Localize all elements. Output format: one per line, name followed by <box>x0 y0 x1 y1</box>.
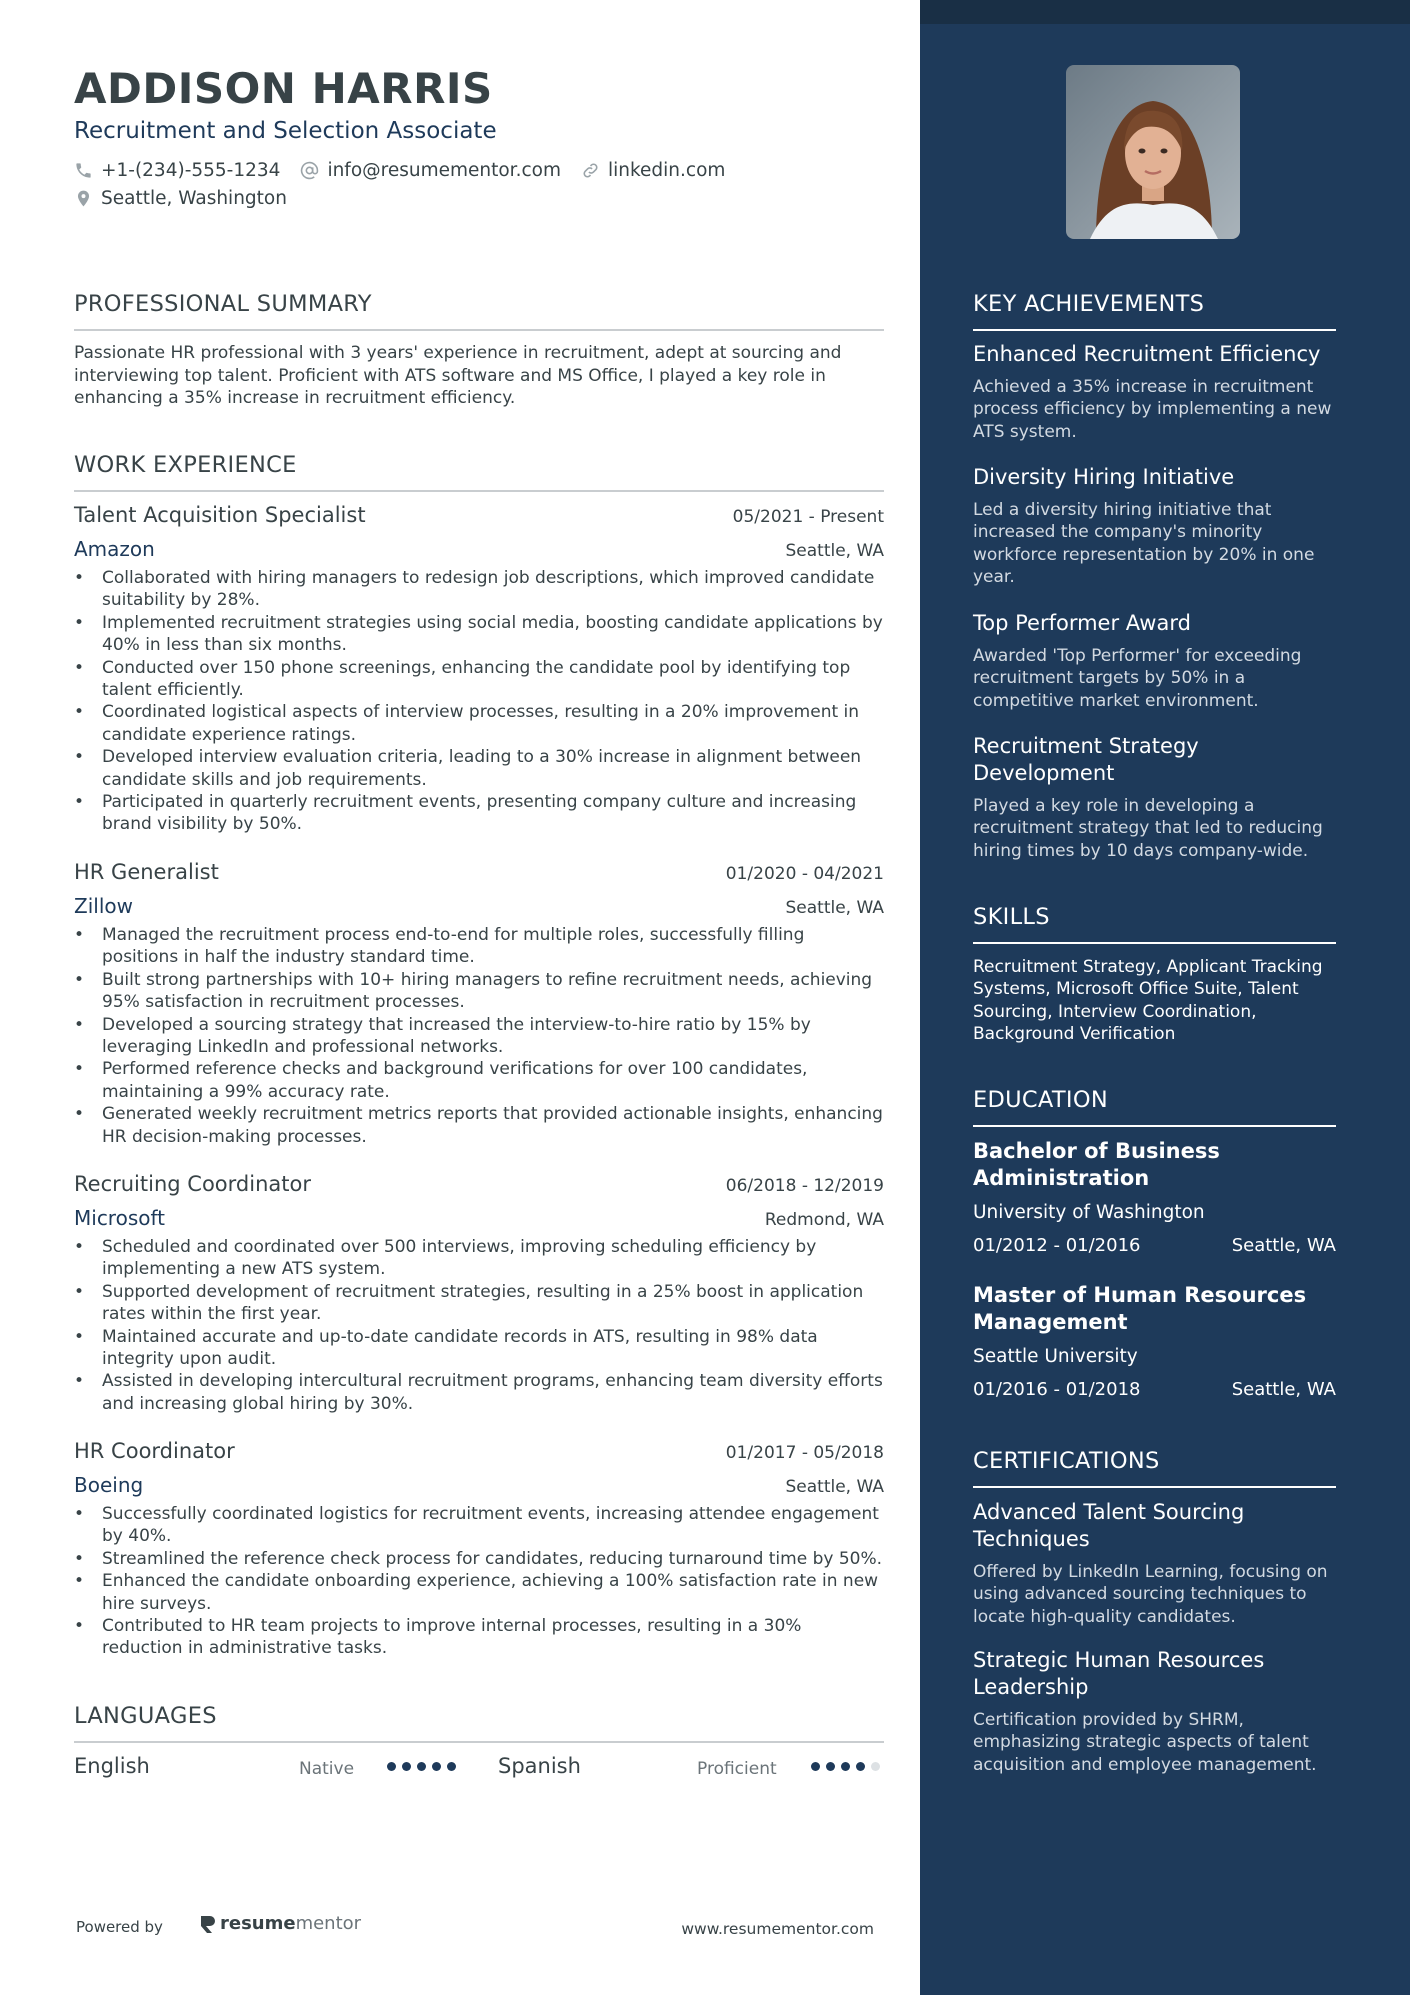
contact-phone <box>74 160 280 181</box>
education-school: Seattle University <box>973 1346 1138 1367</box>
job-role: Recruiting Coordinator <box>74 1172 311 1196</box>
job-bullet: • Streamlined the reference check process for candidates, reducing turnaround time by 50%. <box>74 1548 884 1570</box>
contact-row-location <box>74 188 307 209</box>
languages-heading: LANGUAGES <box>74 1703 884 1743</box>
phone-text: +1-(234)-555-1234 <box>101 160 281 181</box>
achievement-item <box>973 341 1336 443</box>
email-text[interactable]: info@resumementor.com <box>327 160 561 181</box>
language-level: Native <box>299 1759 355 1779</box>
job-bullets <box>74 924 884 1148</box>
rating-dot <box>402 1762 411 1771</box>
job-bullet: • Assisted in developing intercultural recruitment programs, enhancing team diversity efforts and increasing global hiring by 30%. <box>74 1370 884 1415</box>
job-location: Seattle, WA <box>785 1477 884 1497</box>
education-location: Seattle, WA <box>1231 1235 1336 1256</box>
job-dates: 01/2020 - 04/2021 <box>725 864 884 884</box>
contact-row <box>74 160 745 181</box>
education-item <box>973 1138 1336 1256</box>
achievement-title: Top Performer Award <box>973 611 1191 635</box>
sidebar <box>920 0 1410 1995</box>
languages-row <box>74 1754 884 1784</box>
rating-dot <box>432 1762 441 1771</box>
summary-heading: PROFESSIONAL SUMMARY <box>74 291 884 331</box>
job-dates: 01/2017 - 05/2018 <box>725 1443 884 1463</box>
candidate-name: ADDISON HARRIS <box>74 64 493 113</box>
achievement-text: Achieved a 35% increase in recruitment process efficiency by implementing a new ATS system. <box>973 377 1332 442</box>
job-bullet: • Developed a sourcing strategy that increased the interview-to-hire ratio by 15% by leveraging LinkedIn and professional networks. <box>74 1014 884 1059</box>
achievement-item <box>973 733 1336 862</box>
job-bullet: • Generated weekly recruitment metrics reports that provided actionable insights, enhancing HR decision-making processes. <box>74 1103 884 1148</box>
linkedin-text[interactable]: linkedin.com <box>607 160 726 181</box>
achievement-text: Led a diversity hiring initiative that increased the company's minority workforce representation by 20% in one year. <box>973 500 1315 588</box>
job-company: Microsoft <box>74 1206 166 1230</box>
certification-title: Advanced Talent Sourcing Techniques <box>973 1500 1245 1551</box>
resumementor-logo-icon <box>198 1914 216 1934</box>
job-entry <box>74 1172 884 1415</box>
skills-text: Recruitment Strategy, Applicant Tracking Systems, Microsoft Office Suite, Talent Sourcing, Interview Coordination, Background Verification <box>973 957 1323 1045</box>
job-company: Boeing <box>74 1473 144 1497</box>
sidebar-top-band <box>920 0 1410 24</box>
achievement-title: Recruitment Strategy Development <box>973 734 1199 785</box>
education-heading: EDUCATION <box>973 1087 1336 1127</box>
achievement-item <box>973 464 1336 589</box>
job-bullet: • Supported development of recruitment strategies, resulting in a 25% boost in application rates within the first year. <box>74 1281 884 1326</box>
language-rating <box>387 1762 462 1771</box>
portrait-image <box>1066 65 1240 239</box>
achievements-heading: KEY ACHIEVEMENTS <box>973 291 1336 331</box>
job-entry <box>74 503 884 836</box>
powered-by-text: Powered by <box>76 1918 163 1936</box>
job-role: HR Coordinator <box>74 1439 235 1463</box>
achievement-title: Diversity Hiring Initiative <box>973 465 1235 489</box>
job-bullet: • Implemented recruitment strategies using social media, boosting candidate applications by 40% in less than six months. <box>74 612 884 657</box>
brand-logo[interactable] <box>198 1913 361 1934</box>
job-bullet: • Contributed to HR team projects to improve internal processes, resulting in a 30% reduction in administrative tasks. <box>74 1615 884 1660</box>
job-bullet: • Performed reference checks and background verifications for over 100 candidates, maintaining a 99% accuracy rate. <box>74 1058 884 1103</box>
education-location: Seattle, WA <box>1231 1379 1336 1400</box>
certification-text: Certification provided by SHRM, emphasizing strategic aspects of talent acquisition and employee management. <box>973 1710 1317 1775</box>
profile-photo <box>1066 65 1240 239</box>
job-dates: 06/2018 - 12/2019 <box>725 1176 884 1196</box>
experience-heading: WORK EXPERIENCE <box>74 452 884 492</box>
job-bullet: • Scheduled and coordinated over 500 interviews, improving scheduling efficiency by implementing a new ATS system. <box>74 1236 884 1281</box>
education-degree: Bachelor of Business Administration <box>973 1139 1220 1190</box>
job-bullet: • Coordinated logistical aspects of interview processes, resulting in a 20% improvement in candidate experience ratings. <box>74 701 884 746</box>
contact-email[interactable] <box>300 160 561 181</box>
job-bullets <box>74 1503 884 1660</box>
rating-dot <box>417 1762 426 1771</box>
job-company: Zillow <box>74 894 133 918</box>
achievement-text: Awarded 'Top Performer' for exceeding recruitment targets by 50% in a competitive market environment. <box>973 646 1302 711</box>
job-bullet: • Managed the recruitment process end-to-end for multiple roles, successfully filling positions in half the industry standard time. <box>74 924 884 969</box>
job-bullet: • Successfully coordinated logistics for recruitment events, increasing attendee engagement by 40%. <box>74 1503 884 1548</box>
education-degree: Master of Human Resources Management <box>973 1283 1307 1334</box>
rating-dot <box>841 1762 850 1771</box>
contact-location <box>74 188 287 209</box>
brand-name-part2: mentor <box>295 1913 362 1934</box>
certification-title: Strategic Human Resources Leadership <box>973 1648 1265 1699</box>
location-text: Seattle, Washington <box>101 188 287 209</box>
job-company: Amazon <box>74 537 155 561</box>
job-location: Seattle, WA <box>785 541 884 561</box>
job-entry <box>74 860 884 1148</box>
education-dates: 01/2012 - 01/2016 <box>973 1235 1141 1256</box>
achievement-title: Enhanced Recruitment Efficiency <box>973 342 1321 366</box>
phone-icon <box>74 161 93 180</box>
skills-list <box>973 956 1336 1046</box>
website-link[interactable]: www.resumementor.com <box>681 1920 874 1938</box>
location-pin-icon <box>74 189 93 208</box>
rating-dot <box>856 1762 865 1771</box>
brand-name-part1: resume <box>220 1913 296 1934</box>
language-rating <box>811 1762 886 1771</box>
job-bullet: • Participated in quarterly recruitment events, presenting company culture and increasing brand visibility by 50%. <box>74 791 884 836</box>
certification-item <box>973 1647 1336 1776</box>
job-bullet: • Built strong partnerships with 10+ hiring managers to refine recruitment needs, achieving 95% satisfaction in recruitment processes. <box>74 969 884 1014</box>
rating-dot <box>447 1762 456 1771</box>
certification-text: Offered by LinkedIn Learning, focusing on using advanced sourcing techniques to locate high-quality candidates. <box>973 1562 1328 1627</box>
link-icon <box>581 161 600 180</box>
job-location: Seattle, WA <box>785 898 884 918</box>
rating-dot <box>387 1762 396 1771</box>
job-bullets <box>74 1236 884 1415</box>
at-icon <box>300 161 319 180</box>
certification-item <box>973 1499 1336 1628</box>
job-bullet: • Collaborated with hiring managers to redesign job descriptions, which improved candidate suitability by 28%. <box>74 567 884 612</box>
certifications-heading: CERTIFICATIONS <box>973 1448 1336 1488</box>
contact-linkedin[interactable] <box>581 160 725 181</box>
achievement-text: Played a key role in developing a recruitment strategy that led to reducing hiring times by 10 days company-wide. <box>973 796 1323 861</box>
education-dates: 01/2016 - 01/2018 <box>973 1379 1141 1400</box>
education-school: University of Washington <box>973 1202 1205 1223</box>
job-bullet: • Maintained accurate and up-to-date candidate records in ATS, resulting in 98% data integrity upon audit. <box>74 1326 884 1371</box>
rating-dot <box>871 1762 880 1771</box>
skills-heading: SKILLS <box>973 904 1336 944</box>
education-item <box>973 1282 1336 1400</box>
achievement-item <box>973 610 1336 712</box>
job-dates: 05/2021 - Present <box>732 507 884 527</box>
rating-dot <box>826 1762 835 1771</box>
job-bullet: • Enhanced the candidate onboarding experience, achieving a 100% satisfaction rate in new hire surveys. <box>74 1570 884 1615</box>
job-bullets <box>74 567 884 836</box>
language-name: English <box>74 1754 150 1778</box>
language-level: Proficient <box>697 1759 777 1779</box>
language-name: Spanish <box>498 1754 581 1778</box>
job-bullet: • Developed interview evaluation criteria, leading to a 30% increase in alignment between candidate skills and job requirements. <box>74 746 884 791</box>
job-location: Redmond, WA <box>764 1210 884 1230</box>
rating-dot <box>811 1762 820 1771</box>
job-bullet: • Conducted over 150 phone screenings, enhancing the candidate pool by identifying top talent efficiently. <box>74 657 884 702</box>
job-role: HR Generalist <box>74 860 219 884</box>
job-role: Talent Acquisition Specialist <box>74 503 366 527</box>
job-entry <box>74 1439 884 1660</box>
candidate-title: Recruitment and Selection Associate <box>74 118 497 144</box>
summary-text: Passionate HR professional with 3 years' experience in recruitment, adept at sourcing and interviewing top talent. Proficient with ATS software and MS Office, I played a key role in enhancing a 35% increase in recruitment efficiency. <box>74 343 842 408</box>
